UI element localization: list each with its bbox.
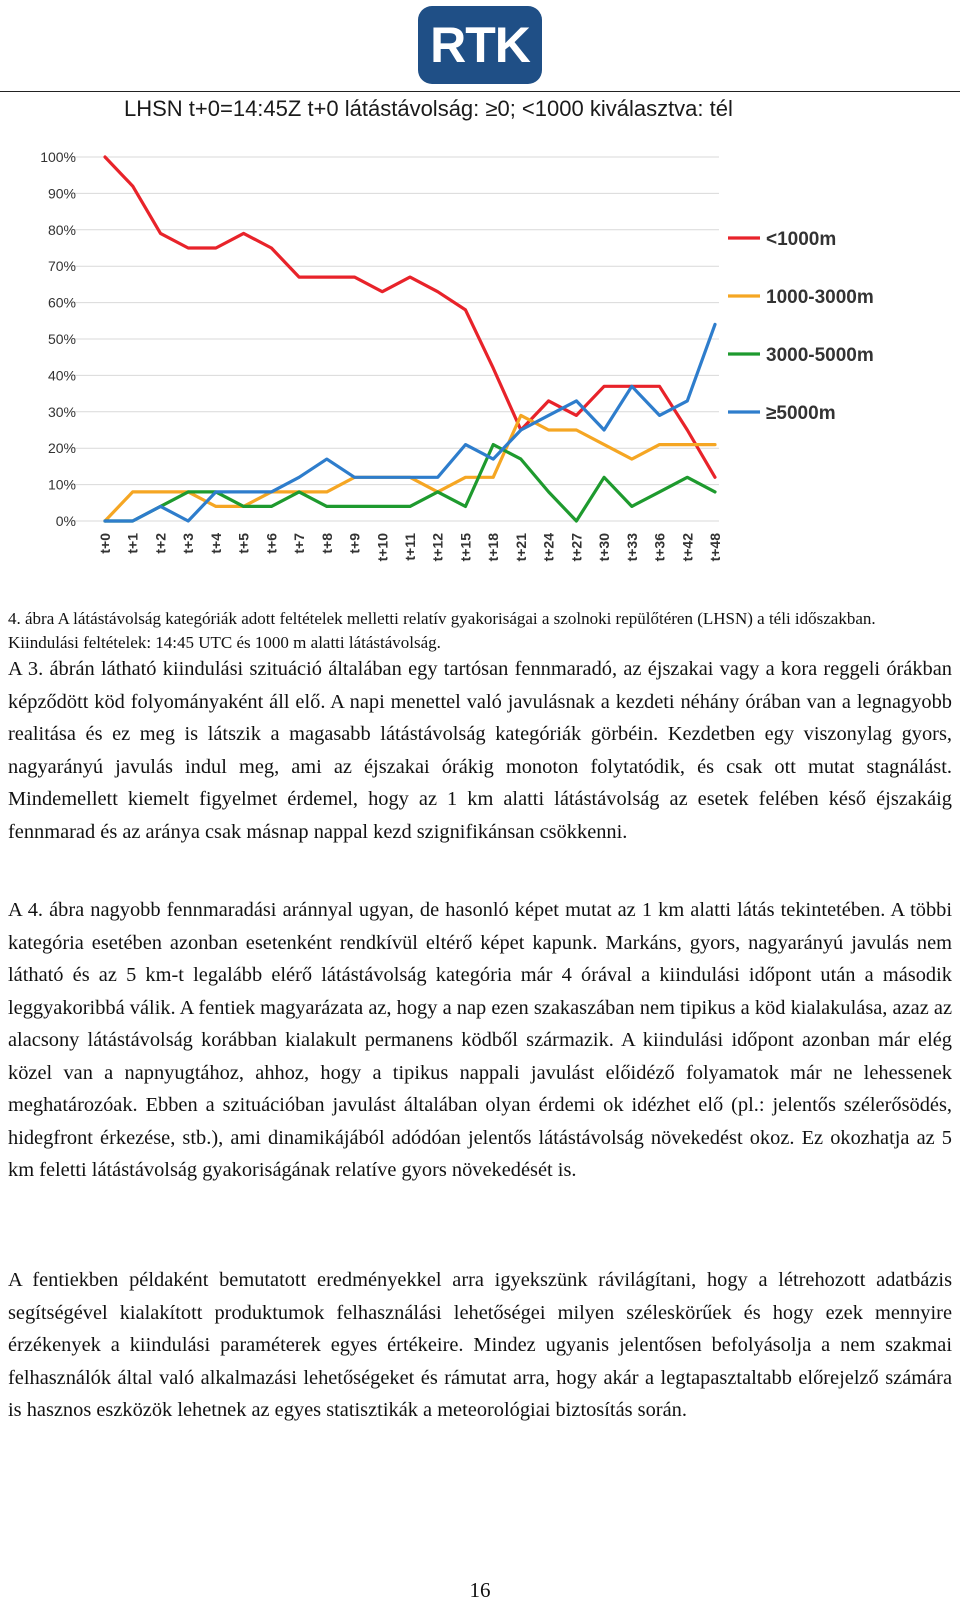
x-tick-label: t+7 bbox=[291, 533, 308, 554]
x-tick-label: t+3 bbox=[180, 533, 197, 554]
x-tick-label: t+15 bbox=[457, 533, 474, 562]
x-tick-label: t+6 bbox=[263, 533, 280, 554]
x-tick-label: t+42 bbox=[679, 533, 696, 562]
y-tick-label: 90% bbox=[47, 185, 76, 202]
y-tick-label: 80% bbox=[47, 221, 76, 238]
x-tick-label: t+0 bbox=[97, 533, 113, 554]
x-tick-label: t+11 bbox=[402, 533, 418, 561]
x-tick-label: t+24 bbox=[540, 533, 557, 562]
x-tick-label: t+48 bbox=[707, 533, 723, 562]
x-tick-label: t+33 bbox=[623, 533, 640, 562]
x-tick-label: t+10 bbox=[374, 533, 391, 562]
y-tick-label: 20% bbox=[47, 440, 76, 457]
header-rule bbox=[0, 91, 960, 92]
x-tick-label: t+27 bbox=[568, 533, 585, 562]
legend-label: 3000-5000m bbox=[766, 345, 874, 366]
x-tick-label: t+12 bbox=[429, 533, 446, 562]
rtk-logo bbox=[418, 6, 542, 84]
y-tick-label: 60% bbox=[47, 294, 76, 311]
y-tick-label: 100% bbox=[40, 149, 76, 165]
visibility-frequency-chart bbox=[30, 140, 910, 575]
y-tick-label: 10% bbox=[47, 476, 76, 493]
legend-label: <1000m bbox=[766, 229, 837, 250]
x-tick-label: t+30 bbox=[596, 533, 613, 562]
y-tick-label: 40% bbox=[47, 367, 76, 384]
paragraph-3: A fentiekben példaként bemutatott eredményekkel arra igyekszünk rávilágítani, hogy a létrehozott adatbázis segítségével kialakított produktumok felhasználási lehetőségei milyen széleskörűek és hogy ezek mennyire érzékenyek a kiindulási paraméterek egyes értékeire. Mindez ugyanis jelentősen befolyásolja a nem szakmai felhasználók által való alkalmazási lehetőségeket és rámutat arra, hogy akár a legtapasztaltabb előrejelző számára is hasznos eszközök lehetnek az egyes statisztikák a meteorológiai biztosítás során. bbox=[8, 1269, 952, 1421]
page-number: 16 bbox=[469, 1578, 491, 1602]
legend-label: 1000-3000m bbox=[766, 287, 874, 308]
y-tick-label: 0% bbox=[55, 513, 76, 529]
x-tick-label: t+4 bbox=[207, 533, 224, 554]
paragraph-1: A 3. ábrán látható kiindulási szituáció általában egy tartósan fennmaradó, az éjszakai vagy a kora reggeli órákban képződött köd folyományaként áll elő. A napi menettel való javulásnak a kezdeti néhány órában van a legnagyobb realitása és ez meg is látszik a magasabb látástávolság kategóriák görbéin. Kezdetben egy viszonylag gyors, nagyarányú javulás indul meg, ami az éjszakai órákig monoton folytatódik, és csak ott mutat stagnálást. Mindemellett kiemelt figyelmet érdemel, hogy az 1 km alatti látástávolság az esetek felében késő éjszakáig fennmarad és az aránya csak másnap nappal kezd szignifikánsan csökkenni. bbox=[8, 658, 952, 843]
figure-caption: 4. ábra A látástávolság kategóriák adott feltételek melletti relatív gyakoriságai a szolnoki repülőtéren (LHSN) a téli időszakban. Kiindulási feltételek: 14:45 UTC és 1000 m alatti látástávolság. bbox=[8, 609, 876, 652]
paragraph-2: A 4. ábra nagyobb fennmaradási aránnyal ugyan, de hasonló képet mutat az 1 km alatti látás tekintetében. A többi kategória esetében azonban esetenként rendkívül eltérő képet kapunk. Markáns, gyors, nagyarányú javulás nem látható és az 5 km-t legalább elérő látástávolság kategória már 4 órával a kiindulási időpont után a második leggyakoribbá válik. A fentiek magyarázata az, hogy a nap ezen szakaszában nem tipikus a köd kialakulása, azaz az alacsony látástávolság korábban kialakult permanens ködből származik. A kiindulási időpont azonban már elég közel van a napnyugtához, ahhoz, hogy a tipikus nappali javulást előidéző folyamatok már ne lehessenek meghatározóak. Ebben a szituációban javulást általában olyan érdemi ok idézhet elő (pl.: jelentős szélerősödés, hidegfront érkezése, stb.), ami dinamikájából adódóan jelentős látástávolság növekedést okoz. Ez okozhatja az 5 km feletti látástávolság gyakoriságának relatíve gyors növekedését is. bbox=[8, 899, 952, 1181]
x-tick-label: t+18 bbox=[485, 533, 502, 562]
logo-text: RTK bbox=[430, 17, 530, 73]
x-tick-label: t+1 bbox=[124, 533, 141, 554]
y-tick-label: 50% bbox=[47, 331, 76, 347]
x-tick-label: t+21 bbox=[512, 533, 529, 562]
x-tick-label: t+5 bbox=[235, 533, 252, 554]
x-tick-label: t+2 bbox=[152, 533, 169, 554]
x-tick-label: t+8 bbox=[318, 533, 335, 554]
y-tick-label: 70% bbox=[47, 258, 76, 275]
x-tick-label: t+9 bbox=[346, 533, 363, 554]
x-tick-label: t+36 bbox=[651, 533, 668, 562]
legend-label: ≥5000m bbox=[766, 403, 836, 424]
y-tick-label: 30% bbox=[47, 403, 76, 420]
chart-title: LHSN t+0=14:45Z t+0 látástávolság: ≥0; <1000 kiválasztva: tél bbox=[124, 96, 733, 121]
